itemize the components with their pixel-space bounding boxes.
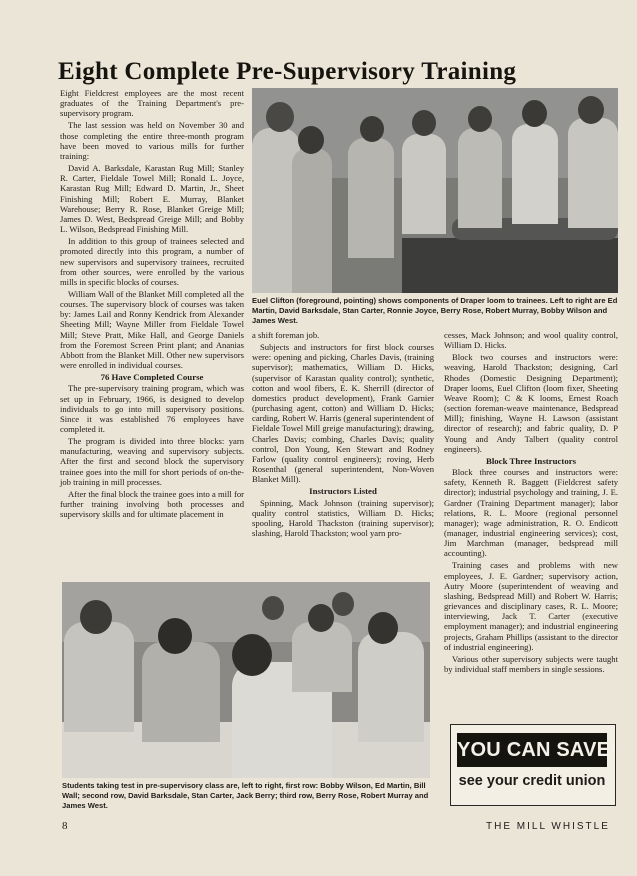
photo-person (292, 148, 332, 293)
article-column-3 (444, 330, 618, 676)
page-headline: Eight Complete Pre-Supervisory Training (58, 58, 517, 85)
photo-person (348, 138, 394, 258)
page-number: 8 (62, 820, 68, 832)
article-paragraph: Various other supervisory subjects were taught by individual staff members in single sessions. (444, 653, 618, 674)
photo-person (158, 618, 192, 654)
photo-person (522, 100, 547, 127)
photo-person (308, 604, 334, 632)
photo-person (578, 96, 604, 124)
photo-person (80, 600, 112, 634)
article-paragraph: The last session was held on November 30 and those completing the entire three-month program have been moved to various mills for further training: (60, 120, 244, 161)
classroom-test-photo (62, 582, 430, 778)
photo-person (262, 596, 284, 620)
photo-person (568, 118, 618, 228)
photo-person (368, 612, 398, 644)
article-paragraph: Subjects and instructors for first block courses were: opening and picking, Charles Davis, (training supervisor); mathematics, William D. Hicks, (supervisor of Karastan quality control); synthetic, cotton and wool fibers, E. K. Sherrill (director of domestics product development), Frank Garnier (purchasing agent, cotton) and William D. Hicks; carding, Robert W. Harris (general superintendent of Fieldale Towel Mill greige manufacturing); drawing, Charles Davis; combing, Charles Davis; quality control, Don Young, Ken Stewart and Rodney Farlow (quality control engineers); roving, Herb Rosenthal (general superintendent, Non-Woven Blanket Mill). (252, 342, 434, 485)
article-subhead: 76 Have Completed Course (100, 372, 204, 383)
ad-headline: YOU CAN SAVE! (457, 733, 607, 767)
article-paragraph: After the final block the trainee goes into a mill for further training involving both processes and supervisory skills and for ultimate placement in (60, 488, 244, 520)
photo-person (360, 116, 384, 142)
article-subhead: Instructors Listed (309, 486, 377, 497)
article-column-1 (60, 88, 244, 521)
article-paragraph: cesses, Mack Johnson; and wool quality control, William D. Hicks. (444, 330, 618, 351)
photo-person (332, 592, 354, 616)
article-paragraph: The pre-supervisory training program, which was set up in February, 1966, is designed to develop individuals to go into mill supervisory positions. Since it was established 76 employees have completed it. (60, 383, 244, 434)
article-paragraph: Spinning, Mack Johnson (training supervisor); quality control statistics, William D. Hicks; spooling, Harold Thackston (training supervisor); slashing, Harold Thackston; wool yarn pro- (252, 497, 434, 538)
credit-union-ad (450, 724, 616, 806)
photo-person (298, 126, 324, 154)
publication-name: THE MILL WHISTLE (486, 821, 610, 832)
article-paragraph: a shift foreman job. (252, 330, 320, 340)
ad-tagline: see your credit union (458, 773, 606, 789)
article-paragraph: Block two courses and instructors were: weaving, Harold Thackston; designing, Carl Rhodes (Domestic Designing Department); Draper looms, Euel Clifton (loom fixer, Sheeting Weave Room); C & K looms, Ernest Roach (section foreman-weave maintenance, Bedspread Mill); finishing, Wayne H. Lawson (assistant director of research); and fabric quality, D. P Young and Andy Talbert (quality control engineers). (444, 352, 618, 454)
article-paragraph: Block three courses and instructors were: safety, Kenneth R. Baggett (Fieldcrest safety director); industrial psychology and training, J. E. Gardner (Training Department manager); labor relations, R. L. Moore (regional personnel manager); wage administration, R. O. Endicott (manager, industrial engineering services); cost, Jim Marchman (manager, bedspread mill accounting). (444, 467, 618, 559)
photo-person (468, 106, 492, 132)
loom-demonstration-photo (252, 88, 618, 293)
article-column-2 (252, 330, 434, 540)
photo-person (292, 622, 352, 692)
photo-person (266, 102, 294, 132)
article-paragraph: Eight Fieldcrest employees are the most recent graduates of the Training Department's pre-supervisory program. (60, 88, 244, 119)
article-paragraph: David A. Barksdale, Karastan Rug Mill; Stanley R. Carter, Fieldale Towel Mill; Ronald L. Joyce, Karastan Rug Mill; Edward D. Martin, Jr., Sheet Finishing Mill; Robert E. Murray, Blanket Warehouse; Berry R. Rose, Blanket Greige Mill; James D. West, Bedspread Greige Mill; and Bobby L. Wilson, Bedspread Finishing Mill. (60, 163, 244, 235)
photo-person (64, 622, 134, 732)
article-subhead: Block Three Instructors (485, 455, 577, 466)
bottom-photo-caption: Students taking test in pre-supervisory class are, left to right, first row: Bobby Wilson, Ed Martin, Bill Wall; second row, David Barksdale, Stan Carter, Jack Berry; third row, Berry Rose, Robert Murray and James West. (62, 781, 429, 811)
photo-person (142, 642, 220, 742)
top-photo-caption: Euel Clifton (foreground, pointing) shows components of Draper loom to trainees. Left to right are Ed Martin, David Barksdale, Stan Carter, Ronnie Joyce, Berry Rose, Robert Murray, Bobby Wilson and James West. (252, 296, 618, 326)
article-paragraph: Training cases and problems with new employees, J. E. Gardner; supervisory action, Autry Moore (superintendent of weaving and slashing, Bedspread Mill) and Robert W. Harris; grievances and disciplinary cases, R. L. Moore; interviewing, Jack T. Carter (executive employment manager); and industrial engineering projects, Graham Phillips (assistant to the director of industrial engineering). (444, 560, 618, 652)
article-paragraph: In addition to this group of trainees selected and promoted directly into this program, a number of new supervisors and supervisory trainees, recruited from other sources, were enrolled by the various mills in specific blocks of courses. (60, 236, 244, 287)
photo-person (402, 134, 446, 234)
photo-person (512, 124, 558, 224)
photo-loom-machine (402, 238, 618, 293)
photo-person (358, 632, 424, 742)
article-paragraph: The program is divided into three blocks: yarn manufacturing, weaving and supervisory subjects. After the first and second block the supervisory trainee goes into the mill for short periods of on-the-job training in mill processes. (60, 436, 244, 487)
photo-person (412, 110, 436, 136)
photo-person (232, 634, 272, 676)
photo-person (458, 128, 502, 228)
article-paragraph: William Wall of the Blanket Mill completed all the courses. The supervisory block of courses was taken by: James Lail and Ronny Kendrick from Alexander Sheeting Mill; Wayne Miller from Fieldale Towel Mill; Steve Pratt, Mike Hall, and George Daniels from the Foremost Screen Print plant; and Ananias Abbott from the Blanket Mill. Other new supervisors were enrolled in individual courses. (60, 288, 244, 371)
